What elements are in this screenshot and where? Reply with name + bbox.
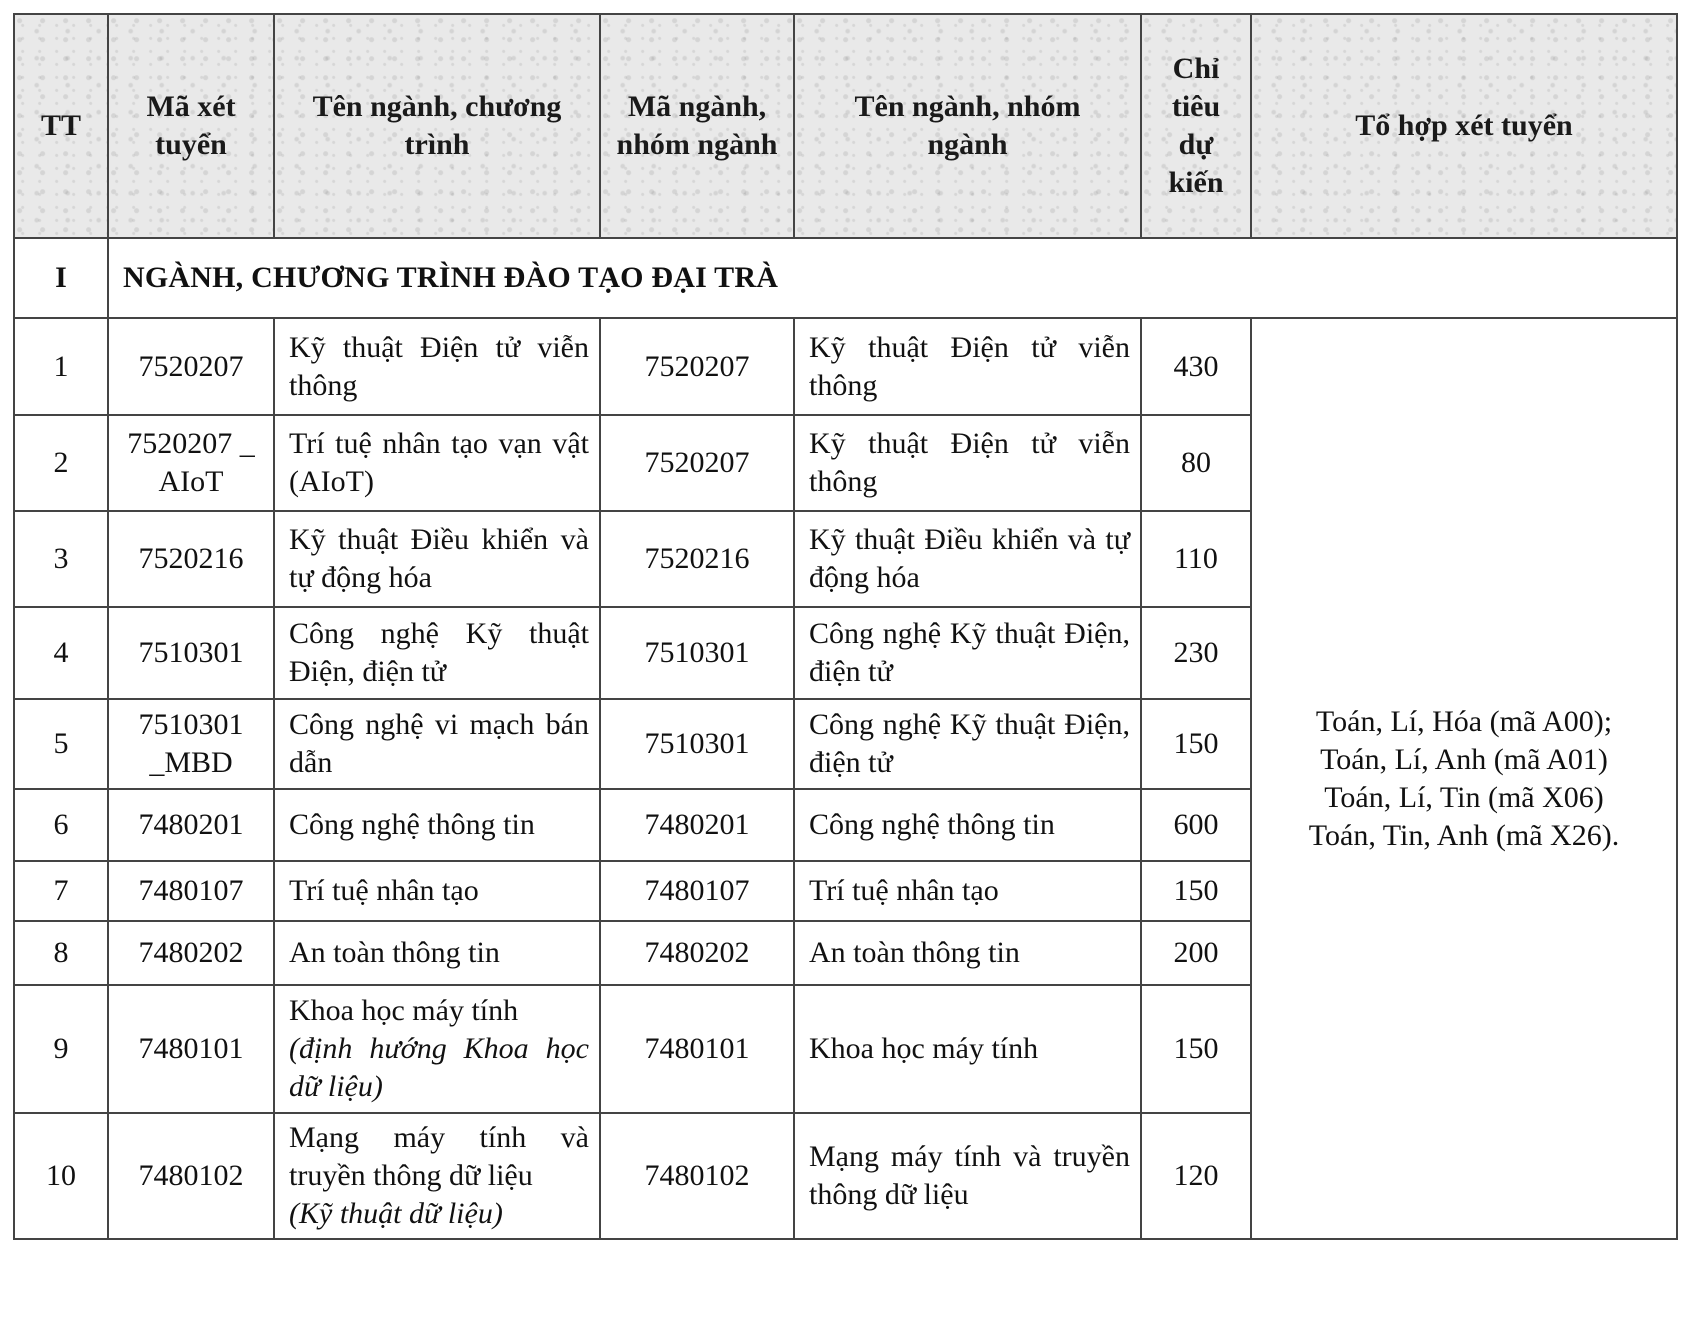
cell-ma-xet-tuyen: 7480201 bbox=[108, 789, 274, 861]
header-chi-tieu: Chỉ tiêu dự kiến bbox=[1141, 14, 1251, 238]
cell-ma-xet-tuyen: 7480102 bbox=[108, 1113, 274, 1239]
program-name: Công nghệ vi mạch bán dẫn bbox=[289, 708, 589, 779]
admission-table bbox=[13, 13, 1678, 1240]
program-name: Khoa học máy tính bbox=[289, 994, 519, 1027]
header-tt: TT bbox=[14, 14, 108, 238]
cell-ma-xet-tuyen: 7520207 bbox=[108, 318, 274, 415]
cell-ma-nganh: 7480202 bbox=[600, 921, 794, 985]
cell-tt: 6 bbox=[14, 789, 108, 861]
header-ten-nganh-chuong-trinh: Tên ngành, chương trình bbox=[274, 14, 600, 238]
cell-ma-xet-tuyen: 7510301 _MBD bbox=[108, 699, 274, 789]
cell-ma-nganh: 7520207 bbox=[600, 415, 794, 511]
cell-chi-tieu: 150 bbox=[1141, 699, 1251, 789]
cell-chi-tieu: 150 bbox=[1141, 861, 1251, 921]
cell-ten-nganh: Công nghệ thông tin bbox=[794, 789, 1141, 861]
cell-chi-tieu: 200 bbox=[1141, 921, 1251, 985]
section-row bbox=[14, 238, 1677, 318]
cell-ma-xet-tuyen: 7520207 _ AIoT bbox=[108, 415, 274, 511]
cell-to-hop-xet-tuyen bbox=[1251, 318, 1677, 1239]
table-body bbox=[14, 238, 1677, 1239]
cell-ten-chuong-trinh bbox=[274, 1113, 600, 1239]
program-name: Kỹ thuật Điều khiển và tự động hóa bbox=[289, 523, 589, 594]
program-name: An toàn thông tin bbox=[289, 936, 500, 969]
cell-ten-chuong-trinh bbox=[274, 921, 600, 985]
cell-ma-xet-tuyen: 7480107 bbox=[108, 861, 274, 921]
cell-ten-nganh: Kỹ thuật Điện tử viễn thông bbox=[794, 415, 1141, 511]
cell-ten-chuong-trinh bbox=[274, 699, 600, 789]
cell-ten-nganh: Khoa học máy tính bbox=[794, 985, 1141, 1113]
section-number: I bbox=[14, 238, 108, 318]
header-row bbox=[14, 14, 1677, 238]
cell-tt: 4 bbox=[14, 607, 108, 699]
cell-ten-chuong-trinh bbox=[274, 511, 600, 607]
cell-chi-tieu: 150 bbox=[1141, 985, 1251, 1113]
header-ma-nganh-nhom: Mã ngành, nhóm ngành bbox=[600, 14, 794, 238]
cell-ten-chuong-trinh bbox=[274, 985, 600, 1113]
cell-tt: 1 bbox=[14, 318, 108, 415]
header-ten-nganh-nhom: Tên ngành, nhóm ngành bbox=[794, 14, 1141, 238]
cell-ten-nganh: Công nghệ Kỹ thuật Điện, điện tử bbox=[794, 607, 1141, 699]
cell-ten-nganh: Trí tuệ nhân tạo bbox=[794, 861, 1141, 921]
cell-chi-tieu: 120 bbox=[1141, 1113, 1251, 1239]
cell-ten-nganh: Kỹ thuật Điều khiển và tự động hóa bbox=[794, 511, 1141, 607]
cell-ma-xet-tuyen: 7510301 bbox=[108, 607, 274, 699]
combination-item: Toán, Lí, Anh (mã A01) bbox=[1320, 742, 1608, 776]
header-to-hop: Tổ hợp xét tuyển bbox=[1251, 14, 1677, 238]
program-name: Công nghệ Kỹ thuật Điện, điện tử bbox=[289, 617, 589, 688]
cell-ten-chuong-trinh bbox=[274, 607, 600, 699]
cell-ma-nganh: 7480201 bbox=[600, 789, 794, 861]
cell-ten-chuong-trinh bbox=[274, 318, 600, 415]
program-name: Trí tuệ nhân tạo bbox=[289, 874, 479, 907]
cell-ten-nganh: An toàn thông tin bbox=[794, 921, 1141, 985]
section-title: NGÀNH, CHƯƠNG TRÌNH ĐÀO TẠO ĐẠI TRÀ bbox=[108, 238, 1677, 318]
combination-item: Toán, Lí, Tin (mã X06) bbox=[1324, 780, 1604, 814]
table-row bbox=[14, 318, 1677, 415]
cell-ma-nganh: 7480102 bbox=[600, 1113, 794, 1239]
cell-tt: 9 bbox=[14, 985, 108, 1113]
cell-ma-nganh: 7480107 bbox=[600, 861, 794, 921]
cell-ma-xet-tuyen: 7480202 bbox=[108, 921, 274, 985]
cell-ten-chuong-trinh bbox=[274, 861, 600, 921]
cell-ma-xet-tuyen: 7520216 bbox=[108, 511, 274, 607]
program-name: Mạng máy tính và truyền thông dữ liệu bbox=[289, 1121, 589, 1192]
cell-ma-nganh: 7510301 bbox=[600, 699, 794, 789]
cell-ma-nganh: 7510301 bbox=[600, 607, 794, 699]
cell-chi-tieu: 600 bbox=[1141, 789, 1251, 861]
cell-tt: 3 bbox=[14, 511, 108, 607]
program-note: (Kỹ thuật dữ liệu) bbox=[289, 1197, 503, 1230]
cell-ten-nganh: Công nghệ Kỹ thuật Điện, điện tử bbox=[794, 699, 1141, 789]
cell-ten-chuong-trinh bbox=[274, 789, 600, 861]
cell-chi-tieu: 110 bbox=[1141, 511, 1251, 607]
combination-item: Toán, Lí, Hóa (mã A00); bbox=[1315, 704, 1613, 738]
program-name: Kỹ thuật Điện tử viễn thông bbox=[289, 330, 589, 402]
program-name: Công nghệ thông tin bbox=[289, 808, 535, 841]
program-note: (định hướng Khoa học dữ liệu) bbox=[289, 1032, 589, 1103]
cell-tt: 2 bbox=[14, 415, 108, 511]
cell-ma-nganh: 7520216 bbox=[600, 511, 794, 607]
cell-ten-nganh: Mạng máy tính và truyền thông dữ liệu bbox=[794, 1113, 1141, 1239]
combination-item: Toán, Tin, Anh (mã X26). bbox=[1308, 818, 1620, 852]
cell-chi-tieu: 430 bbox=[1141, 318, 1251, 415]
cell-tt: 7 bbox=[14, 861, 108, 921]
cell-tt: 5 bbox=[14, 699, 108, 789]
header-ma-xet-tuyen: Mã xét tuyển bbox=[108, 14, 274, 238]
cell-chi-tieu: 80 bbox=[1141, 415, 1251, 511]
cell-ma-nganh: 7520207 bbox=[600, 318, 794, 415]
cell-tt: 8 bbox=[14, 921, 108, 985]
cell-chi-tieu: 230 bbox=[1141, 607, 1251, 699]
program-name: Trí tuệ nhân tạo vạn vật (AIoT) bbox=[289, 427, 589, 498]
cell-ten-nganh: Kỹ thuật Điện tử viễn thông bbox=[794, 318, 1141, 415]
cell-ma-nganh: 7480101 bbox=[600, 985, 794, 1113]
cell-ma-xet-tuyen: 7480101 bbox=[108, 985, 274, 1113]
cell-tt: 10 bbox=[14, 1113, 108, 1239]
cell-ten-chuong-trinh bbox=[274, 415, 600, 511]
